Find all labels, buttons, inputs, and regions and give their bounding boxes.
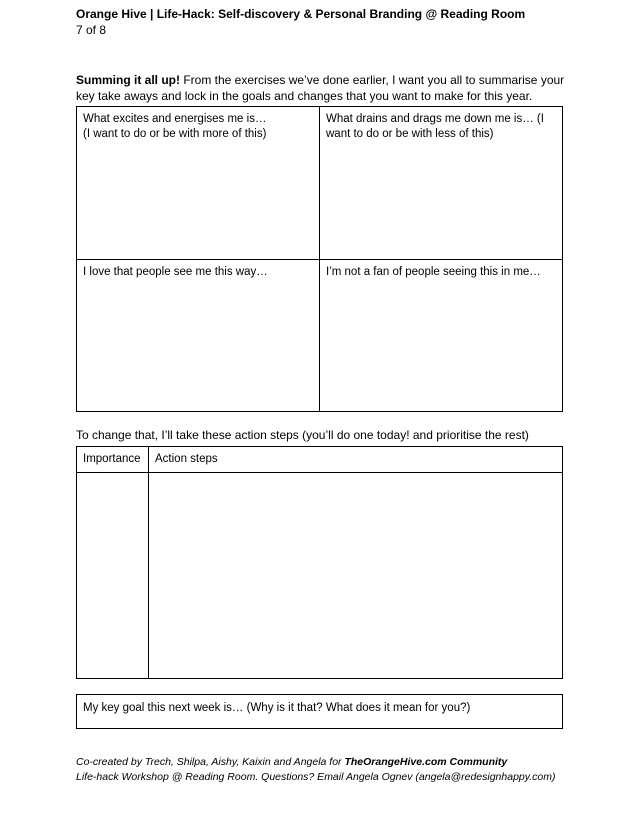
excites-label: What excites and energises me is… (I want to do or be with more of this) <box>83 113 267 140</box>
intro-text: From the exercises we’ve done earlier, I want you all to summarise your key take aways and lock in the goals and changes that you want to make for this year. <box>76 73 565 103</box>
dislike-perception-box[interactable] <box>320 260 563 412</box>
footer-credits-prefix: Co-created by Trech, Shilpa, Aishy, Kaixin and Angela for <box>76 756 345 768</box>
importance-header: Importance <box>77 447 149 473</box>
page-header <box>76 6 525 38</box>
footer-contact: Life-hack Workshop @ Reading Room. Questions? Email Angela Ognev (angela@redesignhappy.com) <box>76 771 556 783</box>
intro-paragraph <box>76 72 566 104</box>
reflection-grid <box>76 106 563 412</box>
dislike-perception-label: I’m not a fan of people seeing this in me… <box>326 266 541 278</box>
importance-cell[interactable] <box>77 473 149 679</box>
page-number: 7 of 8 <box>76 23 107 37</box>
action-steps-table <box>76 446 563 679</box>
page-footer <box>76 755 555 785</box>
footer-credits <box>76 755 555 770</box>
action-steps-cell[interactable] <box>149 473 563 679</box>
love-perception-box[interactable] <box>77 260 320 412</box>
action-steps-heading: To change that, I’ll take these action steps (you’ll do one today! and prioritise the rest) <box>76 428 529 442</box>
love-perception-label: I love that people see me this way… <box>83 266 268 278</box>
document-title: Orange Hive | Life-Hack: Self-discovery & Personal Branding @ Reading Room <box>76 7 526 21</box>
intro-heading: Summing it all up! <box>76 73 180 87</box>
footer-community: TheOrangeHive.com Community <box>344 756 508 768</box>
excites-box[interactable] <box>77 107 320 260</box>
drains-box[interactable] <box>320 107 563 260</box>
action-steps-header: Action steps <box>149 447 563 473</box>
key-goal-box[interactable] <box>76 694 563 729</box>
drains-label: What drains and drags me down me is… (I want to do or be with less of this) <box>326 113 544 140</box>
key-goal-label: My key goal this next week is… (Why is it that? What does it mean for you?) <box>83 702 471 714</box>
